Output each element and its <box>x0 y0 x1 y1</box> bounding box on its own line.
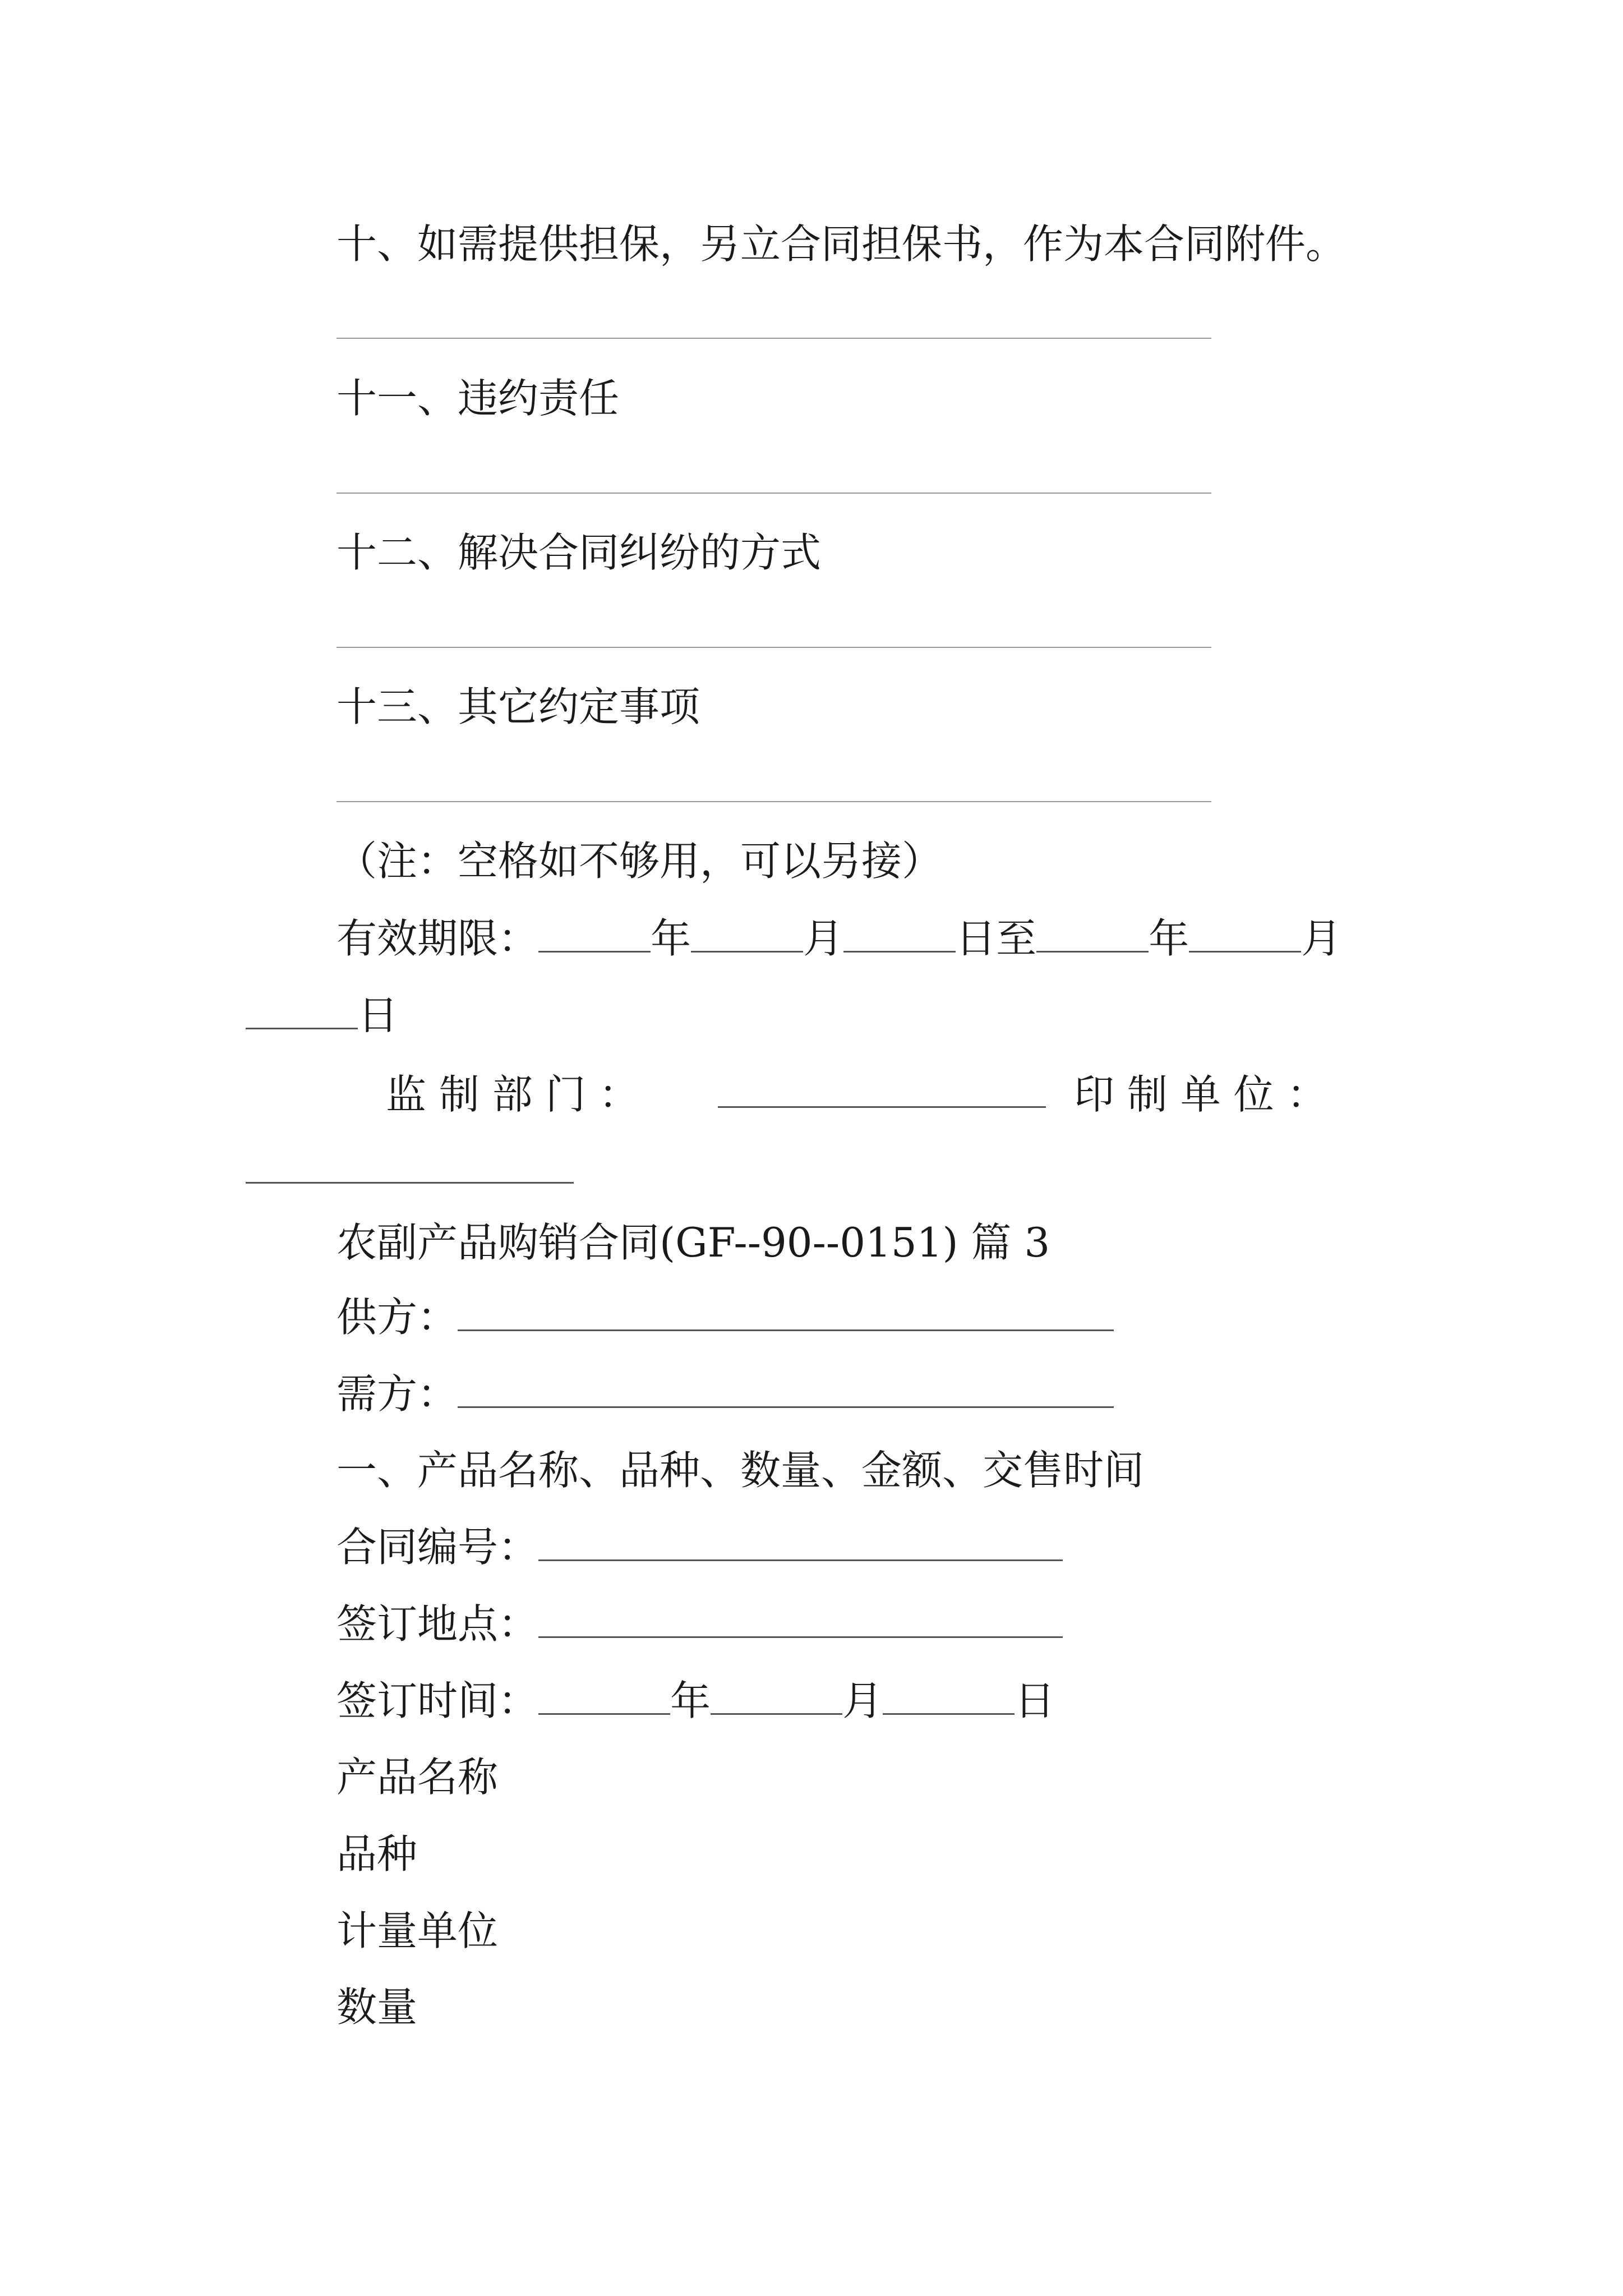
fill-line-13 <box>336 801 1211 802</box>
supplier-row <box>336 1292 1114 1342</box>
year-text: 年 <box>651 915 691 962</box>
contract-title: 农副产品购销合同(GF--90--0151) 篇 3 <box>336 1219 1050 1266</box>
section-10: 十、如需提供担保，另立合同担保书，作为本合同附件。 <box>336 220 1347 268</box>
buyer-label: 需方： <box>336 1370 458 1418</box>
month-text: 月 <box>842 1677 883 1724</box>
supervision-dept-label: 监 制 部 门 ： <box>386 1071 639 1118</box>
buyer-row <box>336 1369 1114 1419</box>
supplier-label: 供方： <box>336 1294 458 1341</box>
fill-line-10 <box>336 338 1211 339</box>
validity-row <box>336 913 1341 964</box>
supervision-row <box>386 1069 639 1120</box>
sign-time-label: 签订时间： <box>336 1677 539 1724</box>
item-1: 一、产品名称、品种、数量、金额、交售时间 <box>336 1447 1145 1494</box>
supervision-dept-blank <box>718 1106 1046 1108</box>
blank <box>1036 917 1149 953</box>
month-text: 月 <box>1301 915 1342 962</box>
section-11: 十一、违约责任 <box>336 375 620 422</box>
section-12: 十二、解决合同纠纷的方式 <box>336 529 822 576</box>
blank <box>538 1680 670 1715</box>
printer-label: 印 制 单 位 ： <box>1074 1071 1327 1118</box>
field-unit: 计量单位 <box>336 1907 499 1954</box>
note: （注：空格如不够用，可以另接） <box>336 838 943 885</box>
blank <box>711 1680 842 1715</box>
blank <box>458 1296 1114 1331</box>
fill-line-11 <box>336 493 1211 494</box>
day-text: 日 <box>1015 1677 1055 1724</box>
blank <box>691 917 803 953</box>
validity-label: 有效期限： <box>336 915 539 962</box>
blank <box>883 1680 1015 1715</box>
blank <box>458 1373 1114 1408</box>
blank <box>246 994 358 1029</box>
contract-no-row <box>336 1522 1063 1572</box>
sign-place-row <box>336 1599 1063 1649</box>
blank <box>538 917 651 953</box>
month-text: 月 <box>803 915 844 962</box>
year-text: 年 <box>670 1677 711 1724</box>
contract-no-label: 合同编号： <box>336 1524 539 1571</box>
field-product-name: 产品名称 <box>336 1754 499 1801</box>
printer-row <box>1074 1069 1327 1120</box>
blank <box>843 917 956 953</box>
day-to-text: 日至 <box>956 915 1037 962</box>
sign-time-row <box>336 1676 1055 1726</box>
field-quantity: 数量 <box>336 1984 418 2031</box>
printer-blank <box>246 1182 574 1184</box>
sign-place-label: 签订地点： <box>336 1600 539 1648</box>
blank <box>538 1603 1063 1638</box>
field-variety: 品种 <box>336 1830 418 1878</box>
blank <box>1189 917 1301 953</box>
day-text: 日 <box>358 992 399 1039</box>
fill-line-12 <box>336 647 1211 648</box>
validity-row-cont <box>246 990 398 1041</box>
blank <box>538 1526 1063 1561</box>
year-text: 年 <box>1149 915 1189 962</box>
section-13: 十三、其它约定事项 <box>336 683 700 730</box>
